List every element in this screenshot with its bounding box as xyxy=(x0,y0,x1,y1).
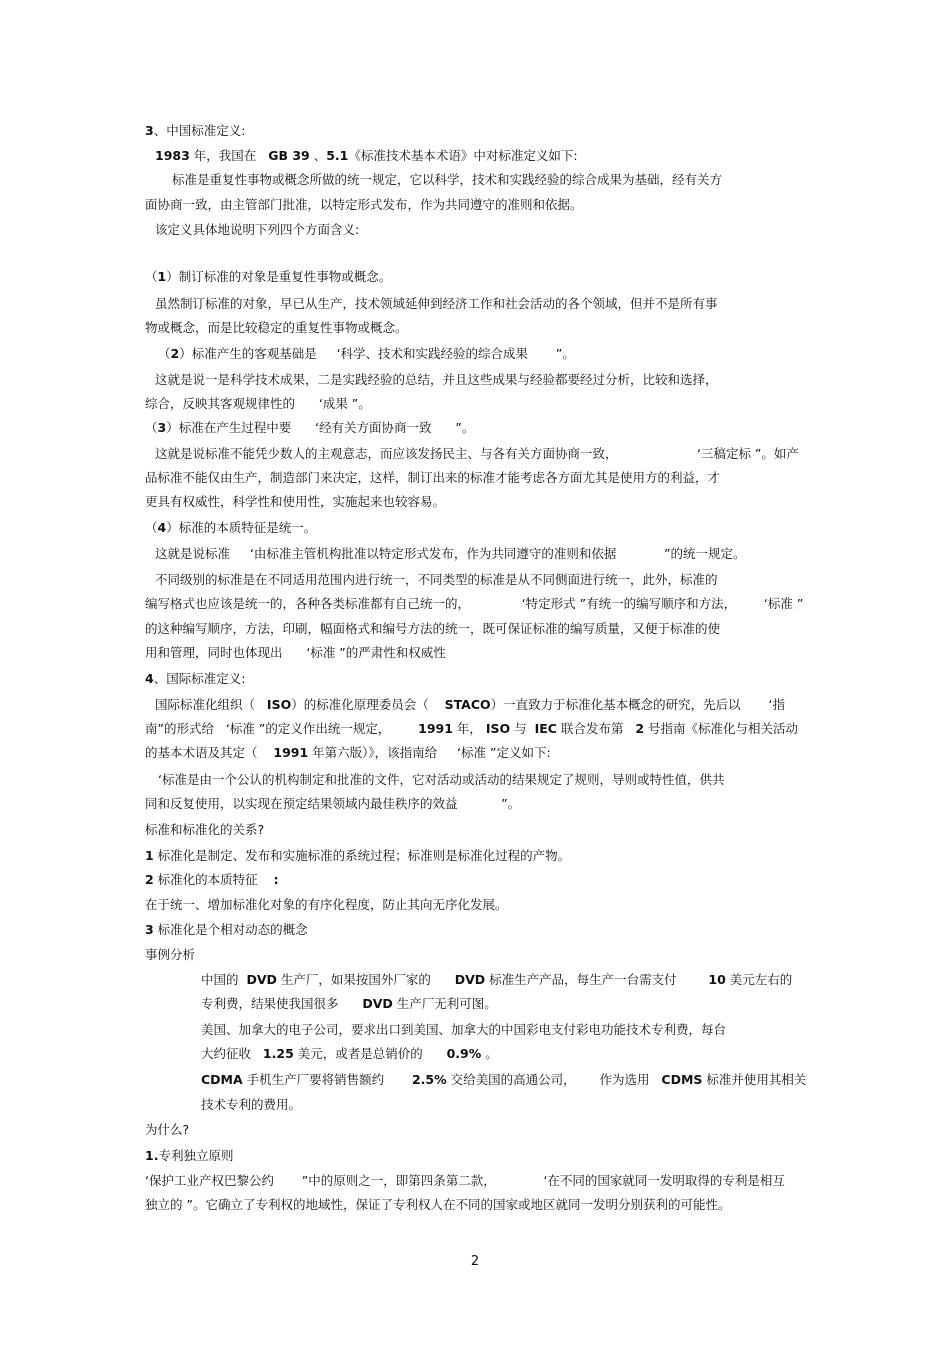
patent-principle-line-2: 独立的 ”。它确立了专利权的地域性，保证了专利权人在不同的国家或地区就同一发明分别获利的可能性。 xyxy=(145,1197,731,1212)
point-1-heading: （1）制订标准的对象是重复性事物或概念。 xyxy=(145,269,392,284)
point-4-text-line-1: 这就是说标准 ‘由标准主管机构批准以特定形式发布，作为共同遵守的准则和依据 ”的统一规定。 xyxy=(155,546,746,561)
case-analysis-heading: 事例分析 xyxy=(145,947,196,962)
point-3-text-line-2: 品标准不能仅由生产，制造部门来决定，这样，制订出来的标准才能考虑各方面尤其是使用方的利益，才 xyxy=(145,470,721,485)
four-aspects-intro: 该定义具体地说明下列四个方面含义: xyxy=(155,222,360,237)
paragraph-1983-definition: 1983 年，我国在 GB 39 、5.1《标准技术基本术语》中对标准定义如下: xyxy=(155,148,578,163)
point-4-heading: （4）标准的本质特征是统一。 xyxy=(145,520,317,535)
iso-paragraph-line-3: 的基本术语及其定（ 1991 年第六版）》，该指南给 ‘标准 ”定义如下: xyxy=(145,745,551,760)
case-dvd-line-1: 中国的 DVD 生产厂，如果按国外厂家的 DVD 标准生产产品，每生产一台需支付 10 美元左右的 xyxy=(201,972,793,987)
patent-principle-heading: 1.专利独立原则 xyxy=(145,1148,234,1163)
iso-definition-line-1: ‘标准是由一个公认的机构制定和批准的文件，它对活动或活动的结果规定了规则，导则或特性值，供共 xyxy=(158,772,725,787)
point-3-text-line-1: 这就是说标准不能凭少数人的主观意志，而应该发扬民主、与各有关方面协商一致， ‘三稿定标 ”。如产 xyxy=(155,446,799,461)
relation-point-2: 2 标准化的本质特征 : xyxy=(145,872,279,887)
point-4-text-line-5: 用和管理，同时也体现出 ‘标准 ”的严肃性和权威性 xyxy=(145,645,446,660)
page-number: 2 xyxy=(470,1254,480,1269)
section-4-heading: 4、国际标准定义: xyxy=(145,671,246,686)
point-3-text-line-3: 更具有权威性，科学性和使用性，实施起来也较容易。 xyxy=(145,494,446,509)
case-cdma-line-1: CDMA 手机生产厂要将销售额约 2.5% 交给美国的高通公司， 作为选用 CDMS 标准并使用其相关 xyxy=(201,1072,807,1087)
point-2-heading: （2）标准产生的客观基础是 ‘科学、技术和实践经验的综合成果 ”。 xyxy=(158,346,575,361)
definition-line-2: 面协商一致，由主管部门批准，以特定形式发布，作为共同遵守的准则和依据。 xyxy=(145,197,583,212)
point-4-text-line-2: 不同级别的标准是在不同适用范围内进行统一，不同类型的标准是从不同侧面进行统一，此外，标准的 xyxy=(155,572,718,587)
point-2-text-line-1: 这就是说一是科学技术成果，二是实践经验的总结，并且这些成果与经验都要经过分析，比较和选择， xyxy=(155,372,718,387)
point-4-text-line-4: 的这种编写顺序，方法，印刷，幅面格式和编号方法的统一，既可保证标准的编写质量，又便于标准的使 xyxy=(145,621,721,636)
iso-paragraph-line-1: 国际标准化组织（ ISO）的标准化原理委员会（ STACO）一直致力于标准化基本概念的研究，先后以 ‘指 xyxy=(155,697,785,712)
relation-question: 标准和标准化的关系? xyxy=(145,822,265,837)
definition-line-1: 标准是重复性事物或概念所做的统一规定，它以科学，技术和实践经验的综合成果为基础，经有关方 xyxy=(172,172,723,187)
relation-point-3: 3 标准化是个相对动态的概念 xyxy=(145,922,308,937)
case-cdma-line-2: 技术专利的费用。 xyxy=(201,1097,302,1112)
iso-definition-line-2: 同和反复使用，以实现在预定结果领域内最佳秩序的效益 ”。 xyxy=(145,796,521,811)
case-tv-line-2: 大约征收 1.25 美元，或者是总销价的 0.9% 。 xyxy=(201,1046,498,1061)
point-2-text-line-2: 综合，反映其客观规律性的 ‘成果 ”。 xyxy=(145,396,371,411)
iso-paragraph-line-2: 南”的形式给 ‘标准 ”的定义作出统一规定， 1991 年， ISO 与 IEC 联合发布第 2 号指南《标准化与相关活动 xyxy=(145,721,799,736)
case-dvd-line-2: 专利费，结果使我国很多 DVD 生产厂无利可图。 xyxy=(201,996,497,1011)
point-1-text-line-1: 虽然制订标准的对象，早已从生产，技术领域延伸到经济工作和社会活动的各个领域，但并不是所有事 xyxy=(155,296,718,311)
point-1-text-line-2: 物或概念，而是比较稳定的重复性事物或概念。 xyxy=(145,320,408,335)
patent-principle-line-1: ‘保护工业产权巴黎公约 ”中的原则之一，即第四条第二款， ‘在不同的国家就同一发明取得的专利是相互 xyxy=(145,1173,785,1188)
point-4-text-line-3: 编写格式也应该是统一的，各种各类标准都有自己统一的， ‘特定形式 ”有统一的编写顺序和方法， ‘标准 ” xyxy=(145,596,804,611)
point-3-heading: （3）标准在产生过程中要 ‘经有关方面协商一致 ”。 xyxy=(145,420,475,435)
section-3-heading: 3、中国标准定义: xyxy=(145,123,246,138)
relation-point-2-text: 在于统一、增加标准化对象的有序化程度，防止其向无序化发展。 xyxy=(145,897,508,912)
why-question: 为什么? xyxy=(145,1122,190,1137)
relation-point-1: 1 标准化是制定、发布和实施标准的系统过程；标准则是标准化过程的产物。 xyxy=(145,848,571,863)
case-tv-line-1: 美国、加拿大的电子公司，要求出口到美国、加拿大的中国彩电支付彩电功能技术专利费，每台 xyxy=(201,1022,727,1037)
